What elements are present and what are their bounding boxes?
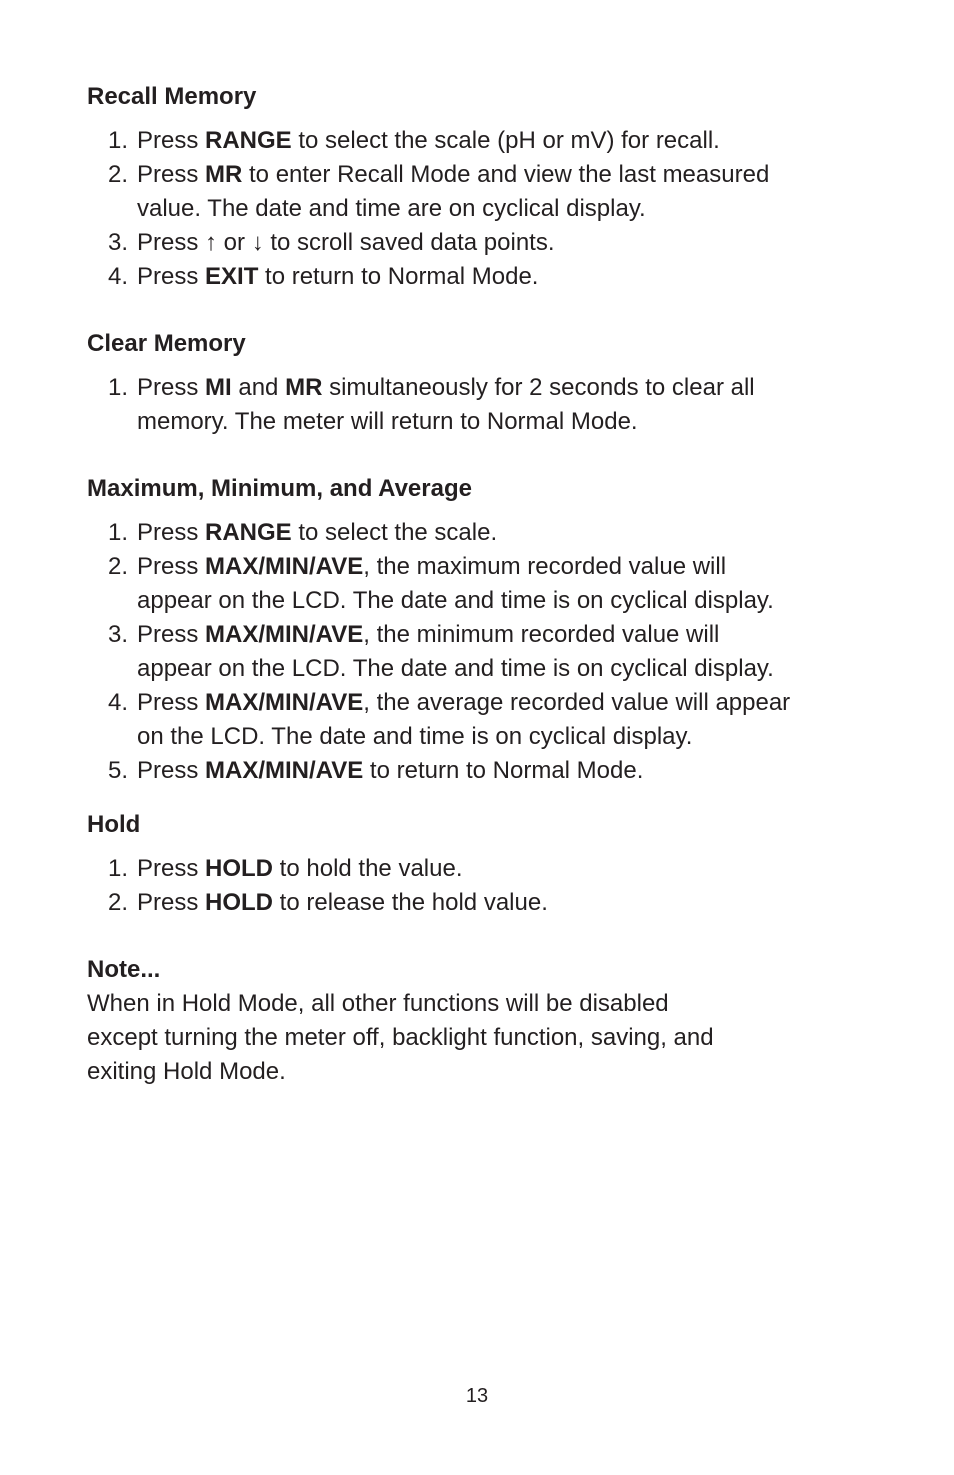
- key-label: MR: [205, 161, 243, 188]
- section-spacer: [87, 439, 907, 472]
- section-clear-memory: [87, 327, 907, 439]
- key-label: RANGE: [205, 519, 292, 546]
- note-line: except turning the meter off, backlight function, saving, and: [87, 1024, 714, 1051]
- step-text: Press: [137, 621, 206, 648]
- step-item: [87, 886, 907, 920]
- key-label: EXIT: [205, 263, 259, 290]
- step-text: Press: [137, 757, 206, 784]
- key-label: MAX/MIN/AVE: [205, 689, 364, 716]
- step-item: [87, 618, 907, 686]
- step-text: Press: [137, 374, 206, 401]
- section-max-min-average: [87, 472, 907, 788]
- note-body: [87, 987, 907, 1089]
- step-item: [87, 686, 907, 754]
- step-text: Press: [137, 127, 206, 154]
- key-label: MR: [285, 374, 323, 401]
- step-item: [87, 516, 907, 550]
- step-text: Press: [137, 889, 206, 916]
- step-item: [87, 754, 907, 788]
- step-text: , the average recorded value will appear: [363, 689, 791, 716]
- step-number: 2.: [108, 553, 129, 580]
- step-text: to select the scale.: [291, 519, 498, 546]
- step-text: Press: [137, 553, 206, 580]
- step-text: and: [231, 374, 286, 401]
- step-text: , the maximum recorded value will: [363, 553, 727, 580]
- note-heading: Note...: [87, 956, 161, 983]
- step-text: Press ↑ or ↓ to scroll saved data points.: [137, 229, 555, 256]
- step-text: Press: [137, 519, 206, 546]
- step-number: 1.: [108, 855, 129, 882]
- key-label: MAX/MIN/AVE: [205, 553, 364, 580]
- step-text: on the LCD. The date and time is on cyclical display.: [137, 723, 693, 750]
- section-heading: Hold: [87, 811, 141, 838]
- step-item: [87, 852, 907, 886]
- step-list: [87, 516, 907, 788]
- step-text: to select the scale (pH or mV) for recall.: [291, 127, 720, 154]
- step-list: [87, 371, 907, 439]
- step-text: to release the hold value.: [273, 889, 548, 916]
- section-recall-memory: [87, 80, 907, 294]
- step-text: simultaneously for 2 seconds to clear all: [322, 374, 755, 401]
- step-text: Press: [137, 263, 206, 290]
- step-text: to hold the value.: [273, 855, 463, 882]
- note-line: exiting Hold Mode.: [87, 1058, 286, 1085]
- step-text: memory. The meter will return to Normal Mode.: [137, 408, 638, 435]
- key-label: HOLD: [205, 855, 274, 882]
- step-text: appear on the LCD. The date and time is on cyclical display.: [137, 655, 774, 682]
- step-number: 4.: [108, 263, 129, 290]
- section-note: [87, 953, 907, 1089]
- step-text: Press: [137, 689, 206, 716]
- step-text: appear on the LCD. The date and time is on cyclical display.: [137, 587, 774, 614]
- step-text: value. The date and time are on cyclical display.: [137, 195, 646, 222]
- step-number: 4.: [108, 689, 129, 716]
- section-hold: [87, 808, 907, 920]
- section-heading: Maximum, Minimum, and Average: [87, 475, 472, 502]
- section-spacer: [87, 920, 907, 953]
- step-item: [87, 158, 907, 226]
- step-item: [87, 260, 907, 294]
- step-number: 1.: [108, 374, 129, 401]
- section-spacer: [87, 788, 907, 808]
- page-number: 13: [465, 1385, 489, 1407]
- step-item: [87, 124, 907, 158]
- step-text: to enter Recall Mode and view the last measured: [242, 161, 770, 188]
- section-heading: Clear Memory: [87, 330, 246, 357]
- key-label: MI: [205, 374, 232, 401]
- key-label: MAX/MIN/AVE: [205, 621, 364, 648]
- step-number: 3.: [108, 621, 129, 648]
- step-list: [87, 852, 907, 920]
- step-number: 2.: [108, 889, 129, 916]
- step-item: [87, 550, 907, 618]
- step-text: to return to Normal Mode.: [363, 757, 644, 784]
- step-number: 3.: [108, 229, 129, 256]
- manual-page: [87, 80, 907, 1089]
- key-label: MAX/MIN/AVE: [205, 757, 364, 784]
- step-item: [87, 371, 907, 439]
- step-text: to return to Normal Mode.: [258, 263, 539, 290]
- step-text: , the minimum recorded value will: [363, 621, 720, 648]
- section-spacer: [87, 294, 907, 327]
- step-number: 1.: [108, 127, 129, 154]
- step-number: 2.: [108, 161, 129, 188]
- step-text: Press: [137, 161, 206, 188]
- note-line: When in Hold Mode, all other functions will be disabled: [87, 990, 669, 1017]
- key-label: RANGE: [205, 127, 292, 154]
- key-label: HOLD: [205, 889, 274, 916]
- section-heading: Recall Memory: [87, 83, 257, 110]
- step-number: 5.: [108, 757, 129, 784]
- step-list: [87, 124, 907, 294]
- step-number: 1.: [108, 519, 129, 546]
- step-text: Press: [137, 855, 206, 882]
- step-item: [87, 226, 907, 260]
